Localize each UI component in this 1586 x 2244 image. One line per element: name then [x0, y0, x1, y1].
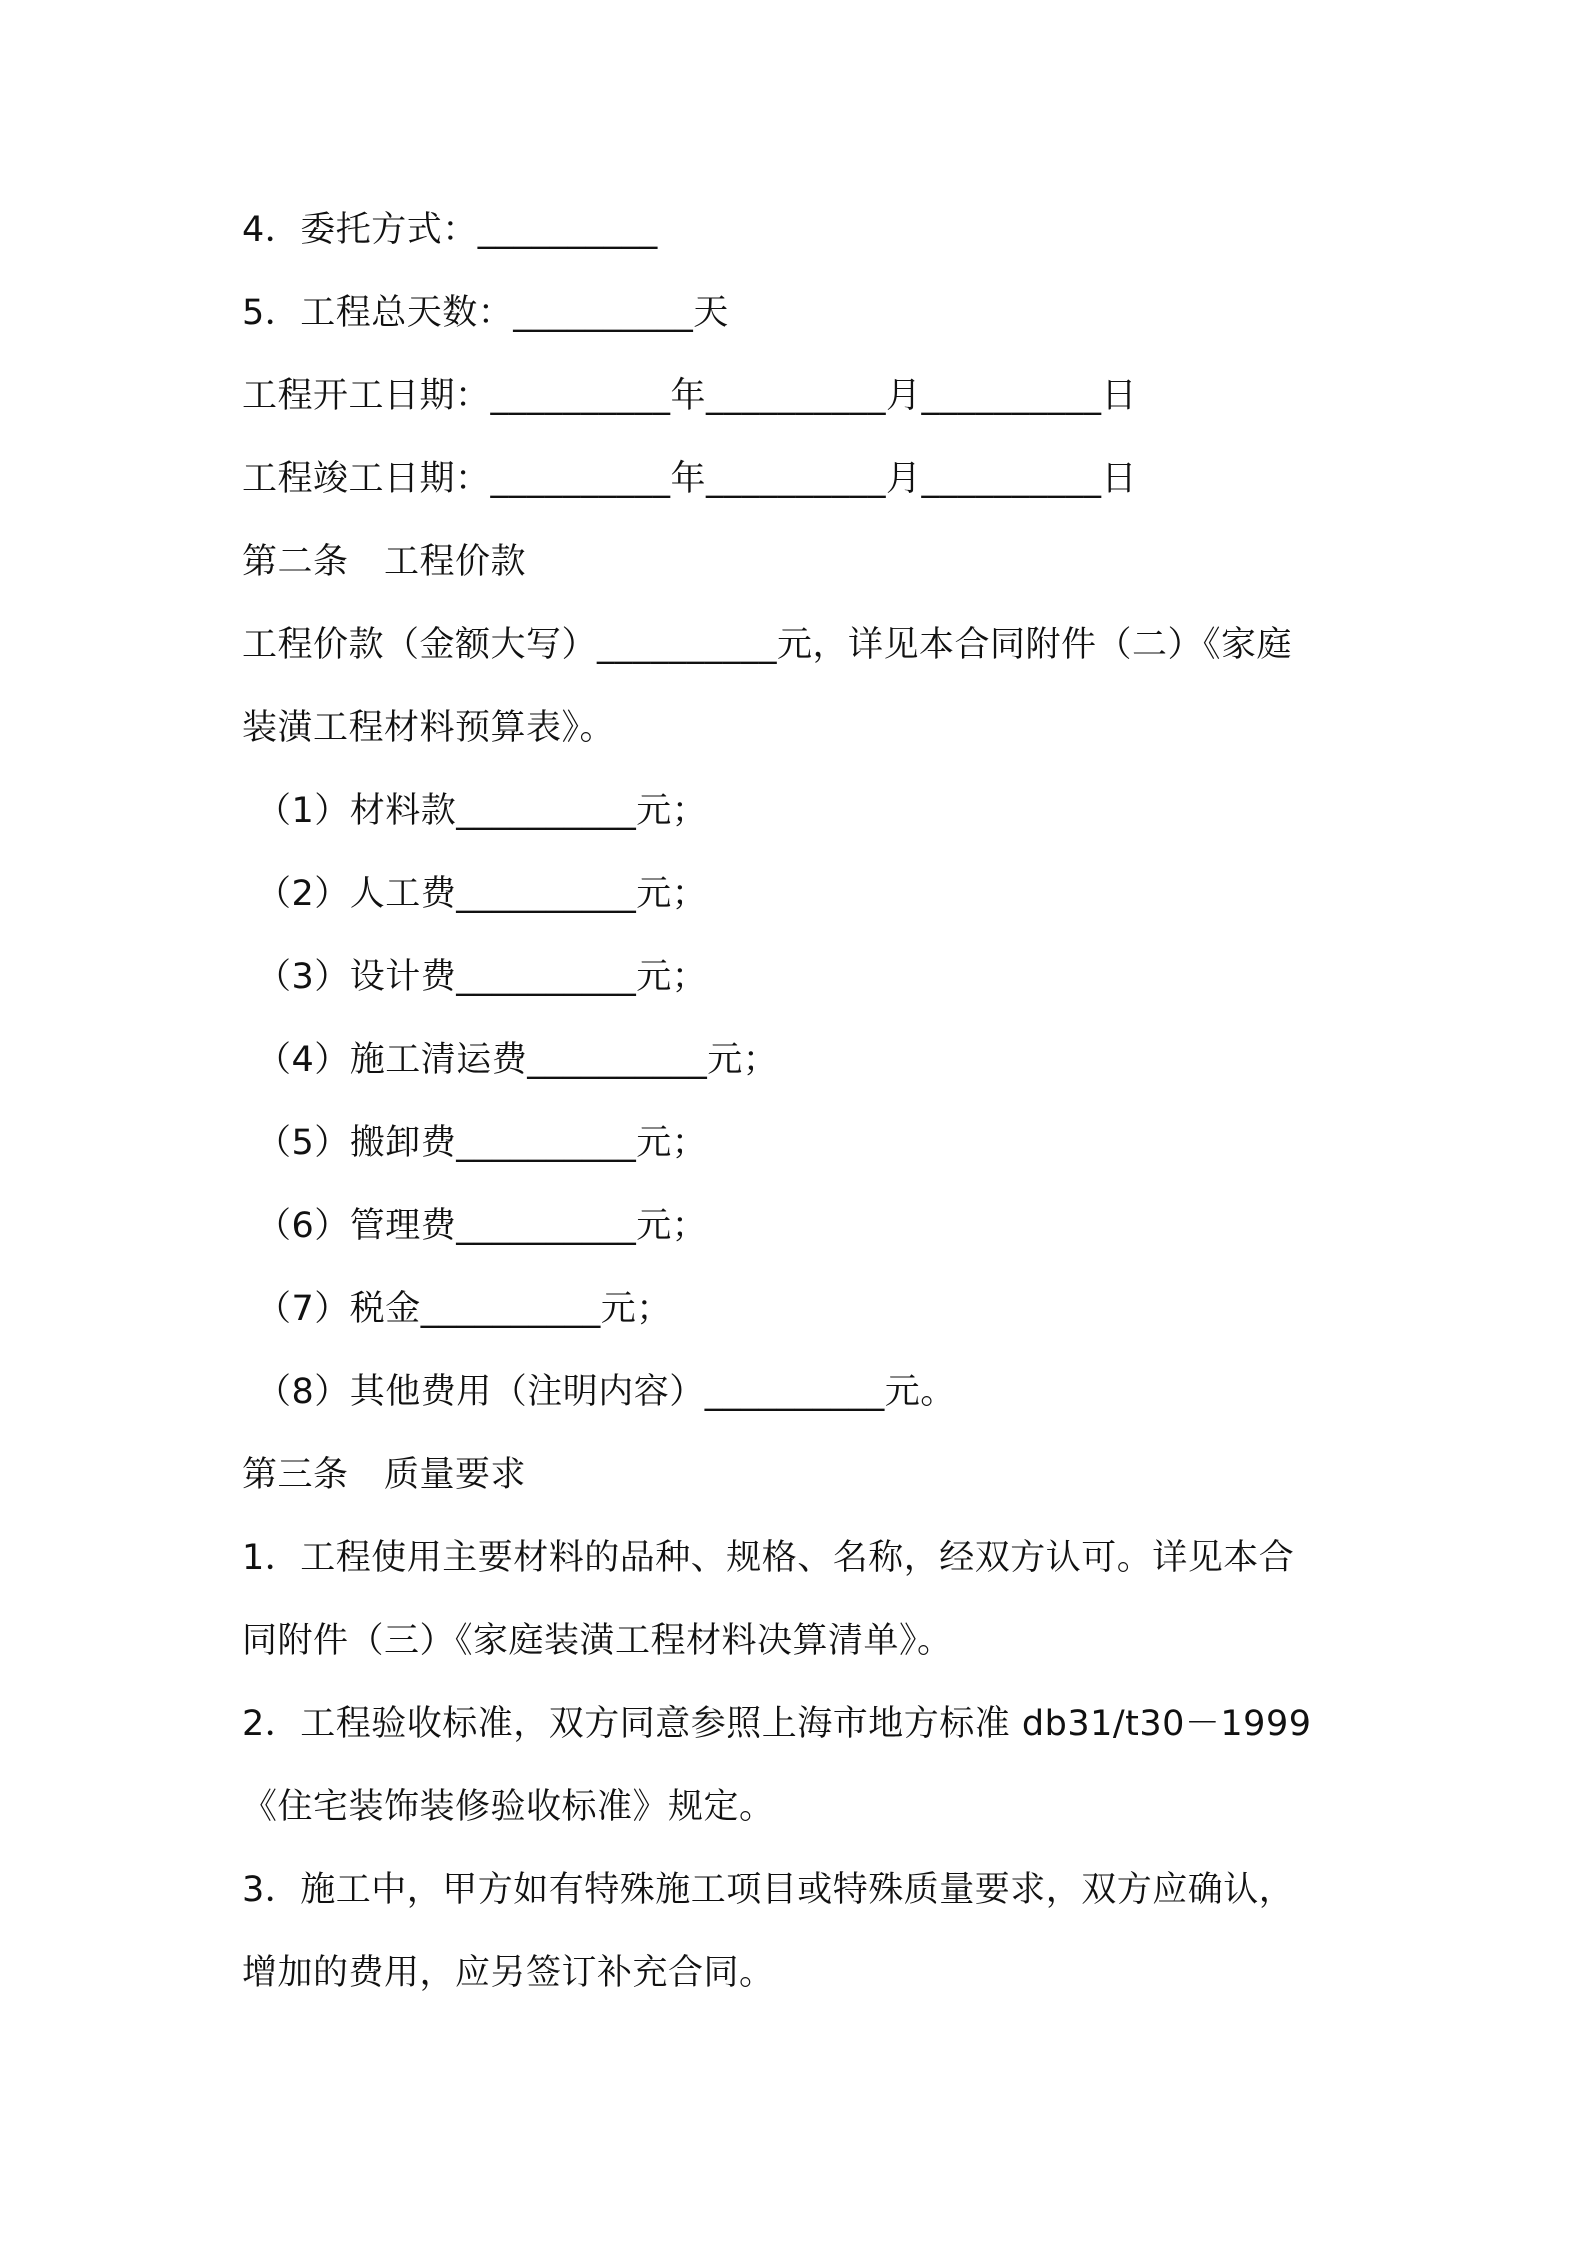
start-date-line: 工程开工日期：__________年__________月__________日 — [242, 376, 1138, 416]
price-paragraph-line-2: 装潢工程材料预算表》。 — [242, 708, 616, 748]
item-total-days: 5．工程总天数：__________天 — [242, 293, 729, 333]
completion-date-line: 工程竣工日期：__________年__________月__________日 — [242, 459, 1138, 499]
fee-item-labor: （2）人工费__________元； — [256, 874, 708, 914]
quality-item-3-line-2: 增加的费用，应另签订补充合同。 — [242, 1953, 775, 1993]
fee-item-tax: （7）税金__________元； — [256, 1289, 672, 1329]
section-heading-price: 第二条 工程价款 — [242, 542, 527, 582]
quality-item-1-line-2: 同附件（三）《家庭装潢工程材料决算清单》。 — [242, 1621, 953, 1661]
fee-item-other: （8）其他费用（注明内容）__________元。 — [256, 1372, 956, 1412]
fee-item-cleanup: （4）施工清运费__________元； — [256, 1040, 779, 1080]
quality-item-2-line-1: 2．工程验收标准，双方同意参照上海市地方标准 db31/t30－1999 — [242, 1704, 1312, 1744]
fee-item-design: （3）设计费__________元； — [256, 957, 708, 997]
section-heading-quality: 第三条 质量要求 — [242, 1455, 527, 1495]
fee-item-management: （6）管理费__________元； — [256, 1206, 708, 1246]
price-paragraph-line-1: 工程价款（金额大写）__________元，详见本合同附件（二）《家庭 — [242, 625, 1293, 665]
quality-item-2-line-2: 《住宅装饰装修验收标准》规定。 — [242, 1787, 775, 1827]
item-entrust-method: 4．委托方式：__________ — [242, 210, 658, 250]
fee-item-moving: （5）搬卸费__________元； — [256, 1123, 708, 1163]
fee-item-materials: （1）材料款__________元； — [256, 791, 708, 831]
quality-item-3-line-1: 3．施工中，甲方如有特殊施工项目或特殊质量要求，双方应确认， — [242, 1870, 1295, 1910]
quality-item-1-line-1: 1．工程使用主要材料的品种、规格、名称，经双方认可。详见本合 — [242, 1538, 1295, 1578]
